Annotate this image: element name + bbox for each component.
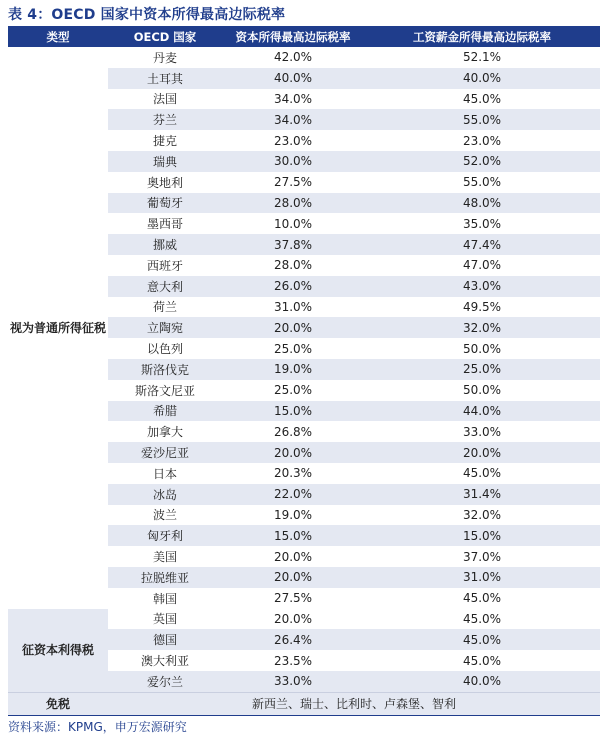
capital-rate-cell: 28.0% (273, 258, 313, 273)
table-row (8, 47, 600, 68)
country-cell: 法国 (152, 92, 177, 107)
country-cell: 爱尔兰 (108, 671, 222, 692)
country-cell: 以色列 (146, 342, 183, 357)
wage-rate-cell: 47.0% (462, 258, 502, 273)
wage-rate-cell: 45.0% (462, 466, 502, 481)
country-cell: 韩国 (152, 591, 177, 606)
capital-rate-cell: 19.0% (273, 507, 313, 522)
exempt-row (8, 692, 600, 715)
wage-rate-cell: 37.0% (462, 549, 502, 564)
country-cell: 荷兰 (152, 300, 177, 315)
wage-rate-cell: 31.0% (364, 567, 600, 588)
wage-rate-cell: 15.0% (364, 525, 600, 546)
tax-rate-table-container (8, 26, 600, 715)
capital-rate-cell: 28.0% (222, 193, 364, 214)
wage-rate-cell: 40.0% (364, 68, 600, 89)
capital-rate-cell: 30.0% (222, 151, 364, 172)
capital-rate-cell: 15.0% (222, 401, 364, 422)
capital-rate-cell: 40.0% (222, 68, 364, 89)
capital-rate-cell: 20.0% (222, 567, 364, 588)
capital-rate-cell: 22.0% (222, 484, 364, 505)
capital-rate-cell: 23.5% (273, 653, 313, 668)
wage-rate-cell: 52.0% (364, 151, 600, 172)
exempt-category-cell: 免税 (8, 692, 108, 715)
country-cell: 美国 (152, 550, 177, 565)
country-cell: 匈牙利 (108, 525, 222, 546)
category-cell: 征资本利得税 (8, 609, 108, 693)
table-title: 表 4：OECD 国家中资本所得最高边际税率 (8, 7, 286, 23)
capital-rate-cell: 27.5% (273, 591, 313, 606)
capital-rate-cell: 26.0% (222, 276, 364, 297)
country-cell: 斯洛伐克 (108, 359, 222, 380)
wage-rate-cell: 45.0% (364, 629, 600, 650)
country-cell: 丹麦 (152, 50, 177, 65)
country-cell: 墨西哥 (146, 217, 183, 232)
wage-rate-cell: 47.4% (364, 234, 600, 255)
country-cell: 希腊 (108, 401, 222, 422)
country-cell: 英国 (152, 612, 177, 627)
country-cell: 芬兰 (108, 109, 222, 130)
country-cell: 加拿大 (146, 425, 183, 440)
wage-rate-cell: 33.0% (462, 424, 502, 439)
country-cell: 拉脱维亚 (108, 567, 222, 588)
country-cell: 意大利 (108, 276, 222, 297)
capital-rate-cell: 34.0% (273, 91, 313, 106)
capital-rate-cell: 27.5% (273, 175, 313, 190)
capital-rate-cell: 26.4% (222, 629, 364, 650)
wage-rate-cell: 20.0% (364, 442, 600, 463)
wage-rate-cell: 32.0% (462, 507, 502, 522)
capital-rate-cell: 20.3% (273, 466, 313, 481)
country-cell: 挪威 (108, 234, 222, 255)
exempt-countries-cell: 新西兰、瑞士、比利时、卢森堡、智利 (108, 692, 600, 715)
table-row (8, 609, 600, 630)
country-cell: 澳大利亚 (140, 654, 189, 668)
wage-rate-cell: 45.0% (462, 591, 502, 606)
source-note: 资料来源：KPMG，申万宏源研究 (8, 720, 187, 734)
country-cell: 葡萄牙 (108, 193, 222, 214)
wage-rate-cell: 35.0% (462, 216, 502, 231)
category-cell: 视为普通所得征税 (8, 47, 108, 609)
wage-rate-cell: 31.4% (364, 484, 600, 505)
wage-rate-cell: 48.0% (364, 193, 600, 214)
capital-rate-cell: 26.8% (273, 424, 313, 439)
country-cell: 日本 (152, 466, 177, 481)
wage-rate-cell: 55.0% (462, 175, 502, 190)
wage-rate-cell: 49.5% (462, 299, 502, 314)
wage-rate-cell: 23.0% (462, 133, 502, 148)
header-capital-rate: 资本所得最高边际税率 (222, 26, 364, 47)
wage-rate-cell: 50.0% (462, 383, 502, 398)
wage-rate-cell: 50.0% (462, 341, 502, 356)
wage-rate-cell: 32.0% (364, 317, 600, 338)
country-cell: 斯洛文尼亚 (134, 383, 195, 398)
capital-rate-cell: 33.0% (222, 671, 364, 692)
tax-rate-table (8, 26, 600, 715)
wage-rate-cell: 43.0% (364, 276, 600, 297)
wage-rate-cell: 55.0% (364, 109, 600, 130)
capital-rate-cell: 34.0% (222, 109, 364, 130)
capital-rate-cell: 20.0% (222, 442, 364, 463)
capital-rate-cell: 31.0% (273, 299, 313, 314)
country-cell: 波兰 (152, 508, 177, 523)
wage-rate-cell: 45.0% (462, 653, 502, 668)
capital-rate-cell: 42.0% (273, 50, 313, 65)
wage-rate-cell: 44.0% (364, 401, 600, 422)
wage-rate-cell: 45.0% (462, 611, 502, 626)
country-cell: 土耳其 (108, 68, 222, 89)
capital-rate-cell: 20.0% (273, 611, 313, 626)
capital-rate-cell: 15.0% (222, 525, 364, 546)
country-cell: 冰岛 (108, 484, 222, 505)
header-country: OECD 国家 (108, 26, 222, 47)
capital-rate-cell: 23.0% (273, 133, 313, 148)
capital-rate-cell: 19.0% (222, 359, 364, 380)
capital-rate-cell: 37.8% (222, 234, 364, 255)
capital-rate-cell: 25.0% (273, 383, 313, 398)
country-cell: 德国 (108, 629, 222, 650)
header-wage-rate: 工资薪金所得最高边际税率 (364, 26, 600, 47)
wage-rate-cell: 52.1% (462, 50, 502, 65)
country-cell: 捷克 (152, 134, 177, 149)
country-cell: 爱沙尼亚 (108, 442, 222, 463)
capital-rate-cell: 20.0% (222, 317, 364, 338)
wage-rate-cell: 40.0% (364, 671, 600, 692)
wage-rate-cell: 25.0% (364, 359, 600, 380)
country-cell: 瑞典 (108, 151, 222, 172)
header-type: 类型 (8, 26, 108, 47)
wage-rate-cell: 45.0% (462, 91, 502, 106)
country-cell: 立陶宛 (108, 317, 222, 338)
country-cell: 奥地利 (146, 175, 183, 190)
capital-rate-cell: 25.0% (273, 341, 313, 356)
country-cell: 西班牙 (146, 258, 183, 273)
capital-rate-cell: 20.0% (273, 549, 313, 564)
header-row (8, 26, 600, 47)
table-body (8, 47, 600, 715)
source-divider (8, 715, 600, 716)
capital-rate-cell: 10.0% (273, 216, 313, 231)
